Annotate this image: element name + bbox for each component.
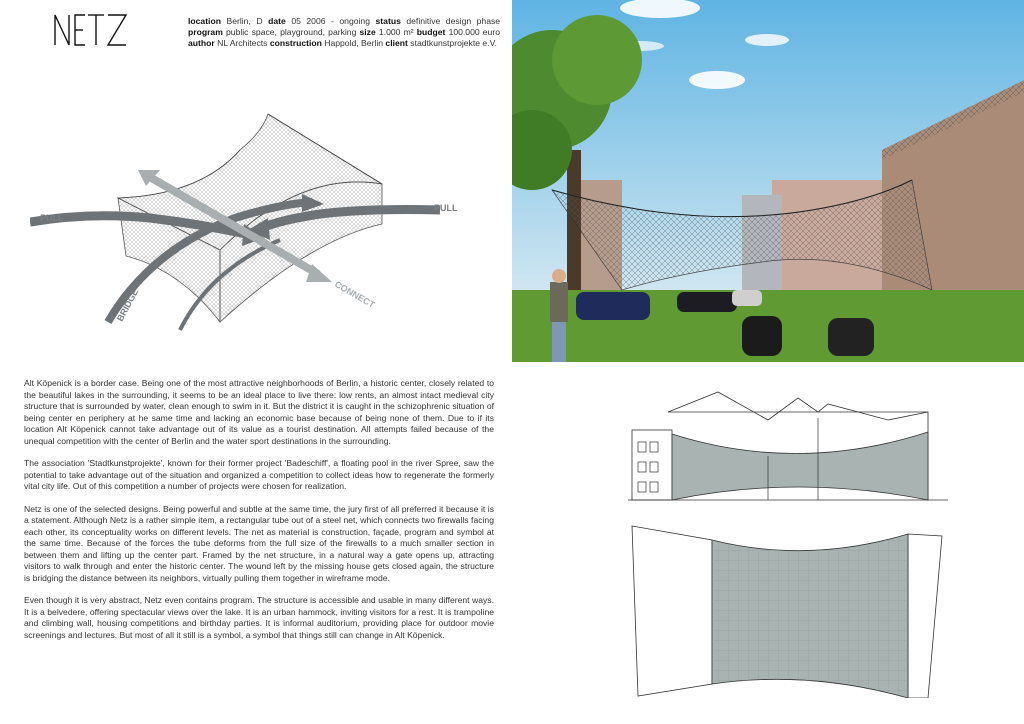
meta-label: date [268, 16, 286, 26]
project-description [24, 378, 494, 652]
description-paragraph: The association 'Stadtkunstprojekte', known for their former project 'Badeschiff', a floating pool in the river Spree, saw the potential to take advantage out of the situation and organized a competition to collect ideas how to regenerate the formerly vital city life. Out of this competition a number of projects were chosen for realization. [24, 458, 494, 491]
meta-label: location [188, 16, 221, 26]
elevation-drawing [628, 390, 948, 512]
description-paragraph: Alt Köpenick is a border case. Being one of the most attractive neighborhoods of Berlin, a historic center, closely related to the beautiful lakes in the surrounding, it seems to be an ideal place to live there: low rents, an almost intact medieval city structure that is surrounded by water, clean enough to swim in it. But the district it is caught in the schizophrenic situation of being center en periphery at he same time and lacking an economic base because of being none of them. Due to if its location Alt Köpenick cannot take advantage out of its value as a tourist destination. All attempts failed because of the unequal competition with the center of Berlin and the water sport destinations in the surrounding. [24, 378, 494, 446]
meta-value: 1.000 m² [378, 27, 414, 37]
pull-label-right: PULL [434, 203, 458, 213]
meta-label: client [385, 38, 408, 48]
meta-value: stadtkunstprojekte e.V. [410, 38, 497, 48]
bridge-label: BRIDGE [114, 287, 141, 323]
meta-value: public space, playground, parking [226, 27, 357, 37]
meta-label: construction [269, 38, 322, 48]
netz-logo [52, 12, 130, 48]
meta-value: 05 2006 - ongoing [291, 16, 370, 26]
meta-label: budget [416, 27, 446, 37]
meta-label: author [188, 38, 215, 48]
net-elevation [672, 432, 928, 500]
plan-drawing [628, 520, 948, 698]
meta-label: size [359, 27, 376, 37]
plan-building-left [632, 526, 712, 696]
meta-value: Berlin, D [226, 16, 263, 26]
plan-building-right [908, 534, 942, 698]
project-meta [188, 16, 500, 49]
pull-label-left: PULL [40, 213, 64, 223]
meta-value: NL Architects [217, 38, 268, 48]
description-paragraph: Netz is one of the selected designs. Being powerful and subtle at the same time, the jury first of all preferred it because it is a statement. Although Netz is a rather simple item, a rectangular tube out of a steel net, which connects two firewalls facing each other, its conceptuality works on different levels. The net as material is construction, façade, program and symbol at the same time. Because of the forces the tube deforms from the full size of the firewalls to a much smaller section in between them and lifting up the center part. Framed by the net structure, in a natural way a gate opens up, attracting visitors to walk through and enter the historic center. The wound left by the missing house gets closed again, the structure is bridging the distance between its neighbors, virtually pulling them together in wireframe mode. [24, 503, 494, 583]
meta-value: definitive design phase [406, 16, 501, 26]
meta-label: status [375, 16, 401, 26]
meta-value: 100.000 euro [448, 27, 500, 37]
rendering-photo [512, 0, 1024, 362]
concept-diagram [30, 100, 470, 340]
meta-label: program [188, 27, 223, 37]
meta-value: Happold, Berlin [324, 38, 384, 48]
connect-label: CONNECT [333, 279, 377, 310]
description-paragraph: Even though it is very abstract, Netz even contains program. The structure is accessible and usable in many different ways. It is a belvedere, offering spectacular views over the lake. It is an urban hammock, inviting visitors for a rest. It is trampoline and climbing wall, housing competitions and birthday parties. It is informal auditorium, providing place for outdoor movie screenings and lectures. But most of all it still is a symbol, a symbol that things still can change in Alt Köpenick. [24, 595, 494, 640]
